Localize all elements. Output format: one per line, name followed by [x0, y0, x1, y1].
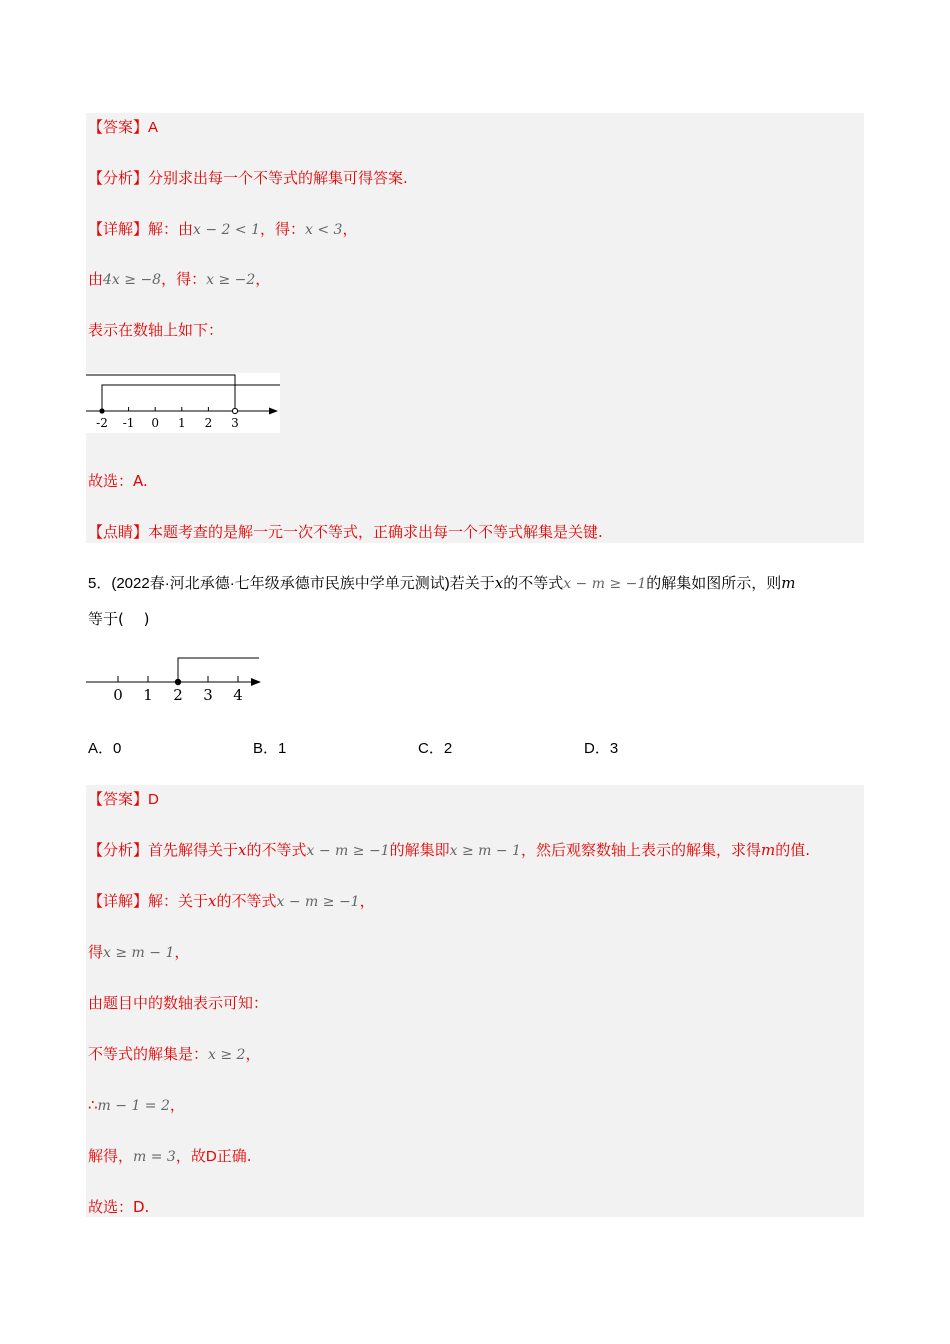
q5-detail-line	[88, 890, 375, 913]
q5-from-line	[88, 992, 268, 1014]
axis-tick-label: 1	[143, 686, 153, 704]
axis-tick-label: 4	[233, 686, 243, 704]
q4-number-line-figure	[86, 373, 280, 433]
axis-tick-label: 3	[231, 416, 239, 430]
math-equation: m − 1 = 2	[97, 1098, 170, 1114]
axis-tick-label: -2	[96, 416, 108, 430]
q4-comment-line	[88, 521, 603, 543]
q4-line2	[88, 268, 270, 291]
axis-tick-label: 2	[204, 416, 213, 430]
var-x: x	[494, 574, 504, 592]
detail-prefix: 解：由	[148, 220, 194, 238]
detail-mid: ，得：	[260, 220, 306, 238]
detail-tag: 【详解】	[88, 892, 149, 910]
line-mid: ，故	[175, 1147, 206, 1165]
line-prefix: 由	[88, 270, 104, 288]
option-d[interactable]	[584, 737, 618, 758]
option-a[interactable]	[88, 737, 121, 758]
detail-text: 解：关于	[148, 892, 209, 910]
line-prefix: 不等式的解集是：	[88, 1045, 209, 1063]
analysis-text: ，然后观察数轴上表示的解集，求得	[520, 841, 761, 859]
solution-bracket-ge-2	[178, 658, 259, 682]
comment-text: 本题考查的是解一元一次不等式，正确求出每一个不等式解集是关键.	[148, 523, 603, 541]
q5-answer-line	[88, 788, 159, 811]
axis-tick-label: 3	[203, 686, 213, 704]
q4-detail-line	[88, 218, 357, 241]
answer-tag: 【答案】	[88, 118, 149, 136]
math-ineq: 4x ≥ −8	[103, 272, 162, 288]
line-mid: ，得：	[161, 270, 207, 288]
axis-tick-label: 0	[113, 686, 123, 704]
option-label: C．2	[418, 740, 453, 757]
punct: ，	[342, 220, 358, 238]
question-number: 5．	[88, 575, 112, 592]
from-text: 由题目中的数轴表示可知：	[88, 994, 269, 1012]
therefore-symbol: ∴	[88, 1096, 98, 1114]
var-x: x	[238, 841, 247, 859]
analysis-text: 分别求出每一个不等式的解集可得答案.	[148, 169, 408, 187]
q5-number-line-figure	[86, 652, 266, 708]
q4-choose-line	[88, 470, 148, 492]
q4-answer-line	[88, 116, 158, 139]
option-label: A．0	[88, 740, 122, 757]
punct: ，	[169, 1096, 185, 1114]
stem-text: 等于( )	[88, 610, 150, 628]
math-ineq: x − 2 < 1	[193, 222, 261, 238]
option-label: D．3	[584, 740, 619, 757]
open-dot-3	[232, 408, 237, 413]
option-c[interactable]	[418, 737, 452, 758]
math-solution: x ≥ m − 1	[103, 945, 175, 961]
analysis-tag: 【分析】	[88, 841, 149, 859]
stem-text: 若关于	[449, 574, 495, 592]
q4-show-line	[88, 319, 223, 341]
comment-tag: 【点睛】	[88, 523, 149, 541]
axis-tick-label: 1	[177, 416, 186, 430]
q5-choose-line	[88, 1196, 149, 1218]
math-ineq: x − m ≥ −1	[276, 894, 360, 910]
option-b[interactable]	[253, 737, 286, 758]
var-x: x	[208, 892, 217, 910]
var-m: m	[760, 841, 776, 859]
q5-get-line	[88, 941, 189, 964]
math-ineq: x − m ≥ −1	[306, 843, 390, 859]
option-label: B．1	[253, 740, 287, 757]
answer-value: D	[148, 791, 159, 808]
q5-solution-set-line	[88, 1043, 260, 1066]
line-end: 正确.	[216, 1147, 252, 1165]
closed-dot-2	[175, 679, 181, 685]
analysis-text: 的值.	[775, 841, 810, 859]
answer-tag: 【答案】	[88, 790, 149, 808]
stem-text: 的不等式	[503, 574, 564, 592]
axis-arrow-icon	[251, 678, 261, 686]
detail-tag: 【详解】	[88, 220, 149, 238]
line-prefix: 得	[88, 943, 104, 961]
choose-text: 故选：A.	[88, 472, 148, 490]
punct: ，	[174, 943, 190, 961]
question-source: (2022春·河北承德·七年级承德市民族中学单元测试)	[111, 575, 450, 592]
punct: ，	[359, 892, 375, 910]
axis-tick-label: 0	[151, 416, 160, 430]
axis-tick-label: 2	[173, 686, 183, 704]
option-letter: D	[205, 1148, 217, 1165]
answer-value: A	[148, 119, 159, 136]
math-solution: x ≥ 2	[208, 1047, 246, 1063]
q5-stem-line1	[88, 572, 796, 595]
line-prefix: 解得，	[88, 1147, 134, 1165]
math-ineq: x − m ≥ −1	[563, 576, 647, 592]
detail-text: 的不等式	[216, 892, 277, 910]
analysis-tag: 【分析】	[88, 169, 149, 187]
q4-analysis-line	[88, 167, 408, 189]
q5-stem-line2	[88, 608, 149, 630]
punct: ，	[255, 270, 271, 288]
axis-tick-label: -1	[122, 416, 135, 430]
stem-text: 的解集如图所示，则	[646, 574, 782, 592]
show-text: 表示在数轴上如下：	[88, 321, 224, 339]
choose-text: 故选：D.	[88, 1198, 150, 1216]
q5-analysis-line	[88, 839, 810, 862]
math-result: x < 3	[305, 222, 343, 238]
punct: ，	[245, 1045, 261, 1063]
var-m: m	[781, 574, 796, 592]
closed-dot-minus2	[99, 408, 104, 413]
analysis-text: 的不等式	[246, 841, 307, 859]
math-solution: x ≥ m − 1	[449, 843, 521, 859]
math-equation: m = 3	[133, 1149, 176, 1165]
math-result: x ≥ −2	[206, 272, 256, 288]
q5-solve-line	[88, 1145, 251, 1168]
q5-equation-line	[88, 1094, 185, 1117]
analysis-text: 的解集即	[389, 841, 450, 859]
analysis-text: 首先解得关于	[148, 841, 239, 859]
